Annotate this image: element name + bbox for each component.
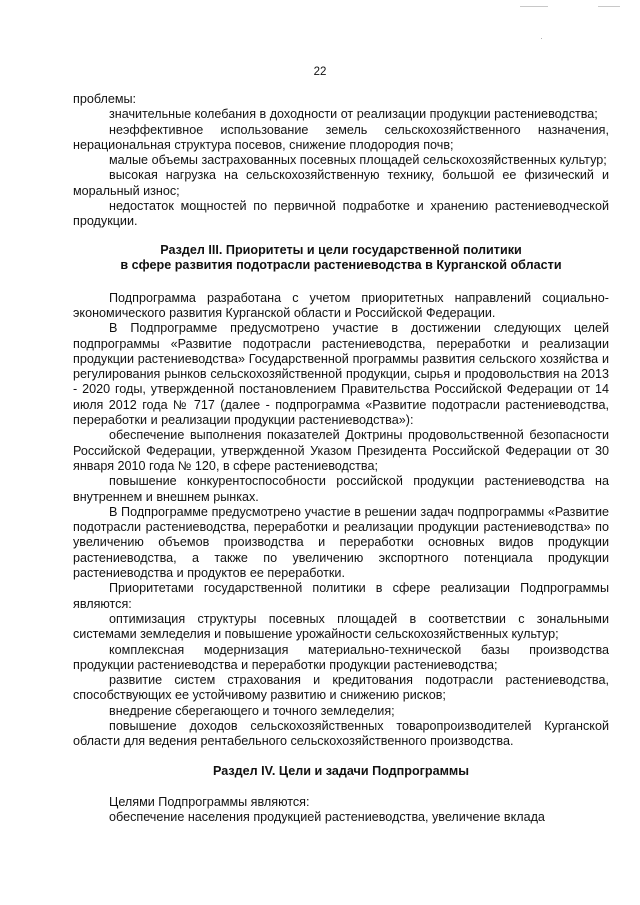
section-3-paragraph: обеспечение выполнения показателей Доктрины продовольственной безопасности Российской Федерации, утвержденной Указом Президента Российской Федерации от 30 января 2010 года № 120, в сфере растениеводства; xyxy=(73,428,609,473)
problem-item: неэффективное использование земель сельскохозяйственного назначения, нерациональная структура посевов, снижение плодородия почв; xyxy=(73,122,609,152)
problem-item: недостаток мощностей по первичной подработке и хранению растениеводческой продукции. xyxy=(73,199,609,229)
section-3-paragraph: Приоритетами государственной политики в сфере реализации Подпрограммы являются: xyxy=(73,581,609,611)
page-number: 22 xyxy=(313,66,327,78)
section-3-title-line-2: в сфере развития подотрасли растениеводства в Курганской области xyxy=(120,258,562,273)
section-4-paragraph: Целями Подпрограммы являются: xyxy=(109,795,310,810)
section-3-paragraph: повышение конкурентоспособности российской продукции растениеводства на внутреннем и внешнем рынках. xyxy=(73,474,609,504)
section-3-heading xyxy=(73,243,609,274)
problem-item: высокая нагрузка на сельскохозяйственную технику, большой ее физический и моральный износ; xyxy=(73,168,609,198)
section-3-paragraph: комплексная модернизация материально-технической базы производства продукции растениеводства и переработки продукции растениеводства; xyxy=(73,642,609,672)
document-body xyxy=(73,92,609,826)
scan-artifact-mark xyxy=(598,6,620,7)
section-3-paragraph: повышение доходов сельскохозяйственных товаропроизводителей Курганской области для ведения рентабельного сельскохозяйственного производства. xyxy=(73,718,609,749)
section-3-paragraph: развитие систем страхования и кредитования подотрасли растениеводства, способствующих ее устойчивому развитию и снижению рисков; xyxy=(73,673,609,703)
problem-item: значительные колебания в доходности от реализации продукции растениеводства; xyxy=(109,107,598,122)
section-3-paragraph: Подпрограмма разработана с учетом приоритетных направлений социально-экономического развития Курганской области и Российской Федерации. xyxy=(73,290,609,320)
section-3-paragraph: В Подпрограмме предусмотрено участие в достижении следующих целей подпрограммы «Развитие подотрасли растениеводства, переработки и реализации продукции растениеводства» Государственной программы развития сельского хозяйства и регулирования рынков сельскохозяйственной продукции, сырья и продовольствия на 2013 - 2020 годы, утвержденной постановлением Правительства Российской Федерации от 14 июля 2012 года № 717 (далее - подпрограмма «Развитие подотрасли растениеводства, переработки и реализации продукции растениеводства»): xyxy=(73,321,609,428)
intro-lead: проблемы: xyxy=(73,92,137,106)
problem-item: малые объемы застрахованных посевных площадей сельскохозяйственных культур; xyxy=(109,153,607,168)
scan-artifact-mark xyxy=(520,6,548,7)
section-3-title-line-1: Раздел III. Приоритеты и цели государственной политики xyxy=(160,242,522,257)
section-4-paragraph: обеспечение населения продукцией растениеводства, увеличение вклада xyxy=(109,810,545,825)
section-3-paragraph: оптимизация структуры посевных площадей в соответствии с зональными системами земледелия и повышение урожайности сельскохозяйственных культур; xyxy=(73,611,609,642)
scan-artifact-dot xyxy=(541,38,542,39)
section-3-paragraph: внедрение сберегающего и точного земледелия; xyxy=(109,703,395,718)
section-3-paragraph: В Подпрограмме предусмотрено участие в решении задач подпрограммы «Развитие подотрасли растениеводства, переработки и реализации продукции растениеводства» по увеличению объемов производства и переработки основных видов продукции растениеводства, а также по увеличению экспортного потенциала продукции растениеводства и продуктов ее переработки. xyxy=(73,504,609,581)
section-4-heading: Раздел IV. Цели и задачи Подпрограммы xyxy=(213,763,469,778)
